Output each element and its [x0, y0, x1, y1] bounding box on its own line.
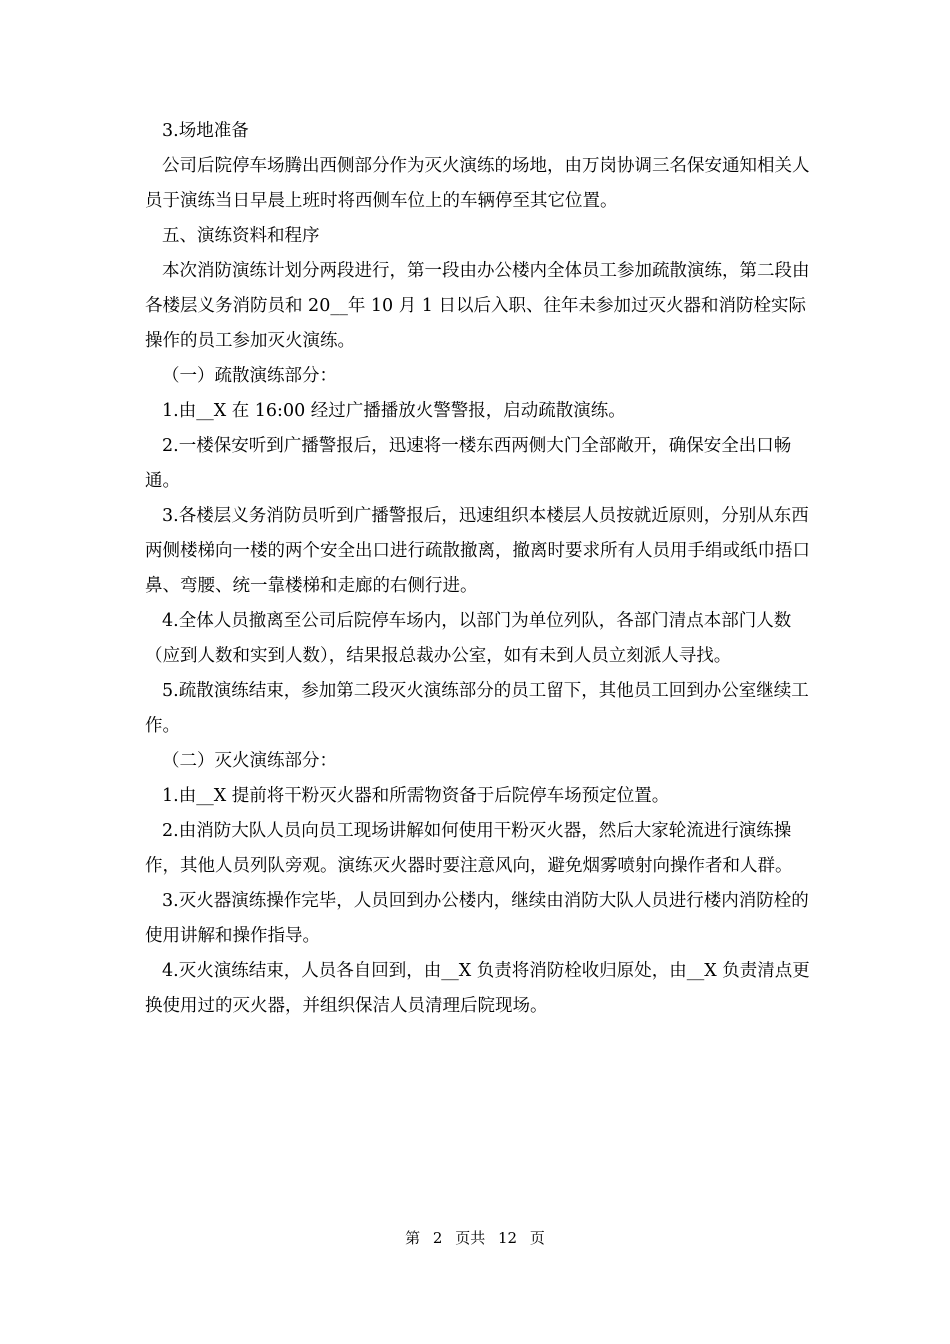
list-item-firefighting-2: 2.由消防大队人员向员工现场讲解如何使用干粉灭火器，然后大家轮流进行演练操作，其他人员列队旁观。演练灭火器时要注意风向，避免烟雾喷射向操作者和人群。 — [145, 821, 793, 876]
list-item-firefighting-4: 4.灭火演练结束，人员各自回到，由__X 负责将消防栓收归原处，由__X 负责清点更换使用过的灭火器，并组织保洁人员清理后院现场。 — [145, 961, 810, 1016]
subsection-heading-evacuation: （一）疏散演练部分： — [162, 366, 337, 386]
list-item-evacuation-3: 3.各楼层义务消防员听到广播警报后，迅速组织本楼层人员按就近原则，分别从东西两侧楼梯向一楼的两个安全出口进行疏散撤离，撤离时要求所有人员用手绢或纸巾捂口鼻、弯腰、统一靠楼梯和走廊的右侧行进。 — [145, 506, 810, 596]
subsection-heading-firefighting: （二）灭火演练部分： — [162, 751, 337, 771]
list-item-evacuation-1: 1.由__X 在 16:00 经过广播播放火警警报，启动疏散演练。 — [162, 401, 626, 421]
section-heading-program: 五、演练资料和程序 — [162, 226, 320, 246]
document-body — [145, 114, 811, 1024]
paragraph-program: 本次消防演练计划分两段进行，第一段由办公楼内全体员工参加疏散演练，第二段由各楼层义务消防员和 20__年 10 月 1 日以后入职、往年未参加过灭火器和消防栓实际操作的员工参加灭火演练。 — [145, 261, 810, 351]
list-item-evacuation-5: 5.疏散演练结束，参加第二段灭火演练部分的员工留下，其他员工回到办公室继续工作。 — [145, 681, 809, 736]
list-item-firefighting-3: 3.灭火器演练操作完毕，人员回到办公楼内，继续由消防大队人员进行楼内消防栓的使用讲解和操作指导。 — [145, 891, 809, 946]
list-item-firefighting-1: 1.由__X 提前将干粉灭火器和所需物资备于后院停车场预定位置。 — [162, 786, 670, 806]
paragraph-venue: 公司后院停车场腾出西侧部分作为灭火演练的场地，由万岗协调三名保安通知相关人员于演练当日早晨上班时将西侧车位上的车辆停至其它位置。 — [145, 156, 810, 211]
page-footer: 第 2 页共 12 页 — [405, 1229, 545, 1247]
section-heading-venue: 3.场地准备 — [162, 121, 249, 141]
list-item-evacuation-4: 4.全体人员撤离至公司后院停车场内，以部门为单位列队，各部门清点本部门人数（应到人数和实到人数），结果报总裁办公室，如有未到人员立刻派人寻找。 — [145, 611, 792, 666]
list-item-evacuation-2: 2.一楼保安听到广播警报后，迅速将一楼东西两侧大门全部敞开，确保安全出口畅通。 — [145, 436, 792, 491]
